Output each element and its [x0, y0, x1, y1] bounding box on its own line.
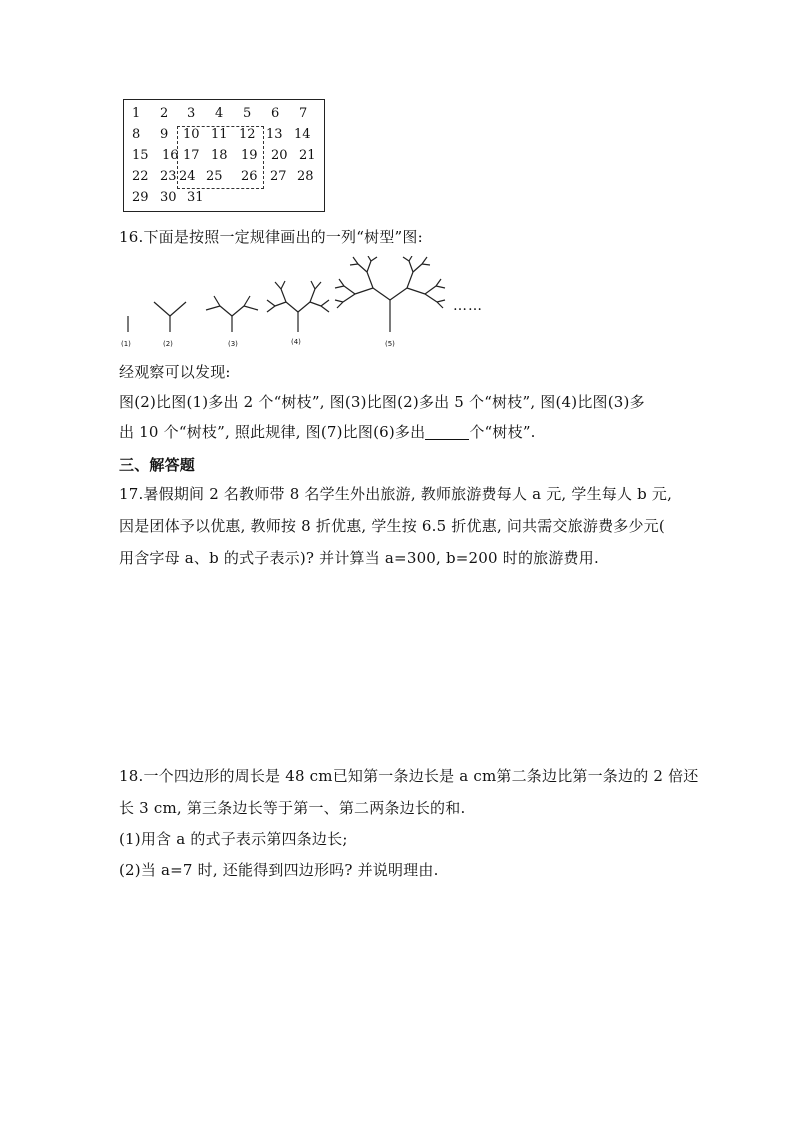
calendar-cell: 24 — [179, 169, 196, 184]
caption-5: (5) — [385, 340, 395, 348]
calendar-cell: 10 — [183, 127, 200, 142]
calendar-cell: 18 — [211, 148, 228, 163]
calendar-cell: 5 — [243, 106, 252, 121]
q18-line2: 长 3 cm, 第三条边长等于第一、第二两条边长的和. — [119, 799, 466, 817]
calendar-cell: 6 — [271, 106, 280, 121]
calendar-cell: 19 — [241, 148, 258, 163]
q16-line1: 图(2)比图(1)多出 2 个“树枝”, 图(3)比图(2)多出 5 个“树枝”, 图(4)比图(3)多 — [119, 393, 645, 411]
tree-2 — [154, 302, 186, 332]
calendar-cell: 25 — [206, 169, 223, 184]
tree-3 — [206, 296, 258, 332]
calendar-cell: 11 — [211, 127, 228, 142]
caption-2: (2) — [163, 340, 173, 348]
calendar-cell: 9 — [160, 127, 169, 142]
calendar-cell: 3 — [187, 106, 196, 121]
q16-line2-end: 个“树枝”. — [469, 423, 536, 441]
caption-1: (1) — [121, 340, 131, 348]
section-heading: 三、解答题 — [119, 456, 196, 474]
calendar-cell: 12 — [239, 127, 256, 142]
calendar-cell: 21 — [299, 148, 316, 163]
tree-figures — [115, 256, 505, 352]
calendar-cell: 29 — [132, 190, 149, 205]
q17-line3: 用含字母 a、b 的式子表示)? 并计算当 a=300, b=200 时的旅游费用. — [119, 549, 599, 567]
caption-4: (4) — [291, 338, 301, 346]
q18-line4: (2)当 a=7 时, 还能得到四边形吗? 并说明理由. — [119, 861, 439, 879]
calendar-cell: 23 — [160, 169, 177, 184]
calendar-cell: 28 — [297, 169, 314, 184]
calendar-cell: 27 — [270, 169, 287, 184]
calendar-cell: 20 — [271, 148, 288, 163]
calendar-cell: 15 — [132, 148, 149, 163]
answer-blank[interactable] — [425, 425, 469, 440]
calendar-cell: 16 — [162, 148, 179, 163]
q16-line2 — [119, 422, 536, 442]
calendar-cell: 30 — [160, 190, 177, 205]
calendar-cell: 4 — [215, 106, 224, 121]
calendar-cell: 17 — [183, 148, 200, 163]
calendar-cell: 26 — [241, 169, 258, 184]
q18-line1: 18.一个四边形的周长是 48 cm已知第一条边长是 a cm第二条边比第一条边的 2 倍还 — [119, 767, 699, 785]
ellipsis: …… — [453, 298, 483, 314]
q17-line1: 17.暑假期间 2 名教师带 8 名学生外出旅游, 教师旅游费每人 a 元, 学生每人 b 元, — [119, 485, 673, 503]
tree-5 — [335, 256, 445, 332]
calendar-cell: 13 — [266, 127, 283, 142]
calendar-cell: 31 — [187, 190, 204, 205]
calendar-cell: 1 — [132, 106, 141, 121]
calendar-cell: 22 — [132, 169, 149, 184]
calendar-cell: 8 — [132, 127, 141, 142]
calendar-cell: 7 — [299, 106, 308, 121]
q17-line2: 因是团体予以优惠, 教师按 8 折优惠, 学生按 6.5 折优惠, 问共需交旅游费多少元( — [119, 517, 665, 535]
caption-3: (3) — [228, 340, 238, 348]
q16-line2-text: 出 10 个“树枝”, 照此规律, 图(7)比图(6)多出 — [119, 423, 426, 441]
tree-4 — [267, 281, 329, 332]
calendar-cell: 14 — [294, 127, 311, 142]
q18-line3: (1)用含 a 的式子表示第四条边长; — [119, 830, 348, 848]
q16-title: 16.下面是按照一定规律画出的一列“树型”图: — [119, 228, 423, 246]
calendar-cell: 2 — [160, 106, 169, 121]
q16-observe: 经观察可以发现: — [119, 363, 231, 381]
